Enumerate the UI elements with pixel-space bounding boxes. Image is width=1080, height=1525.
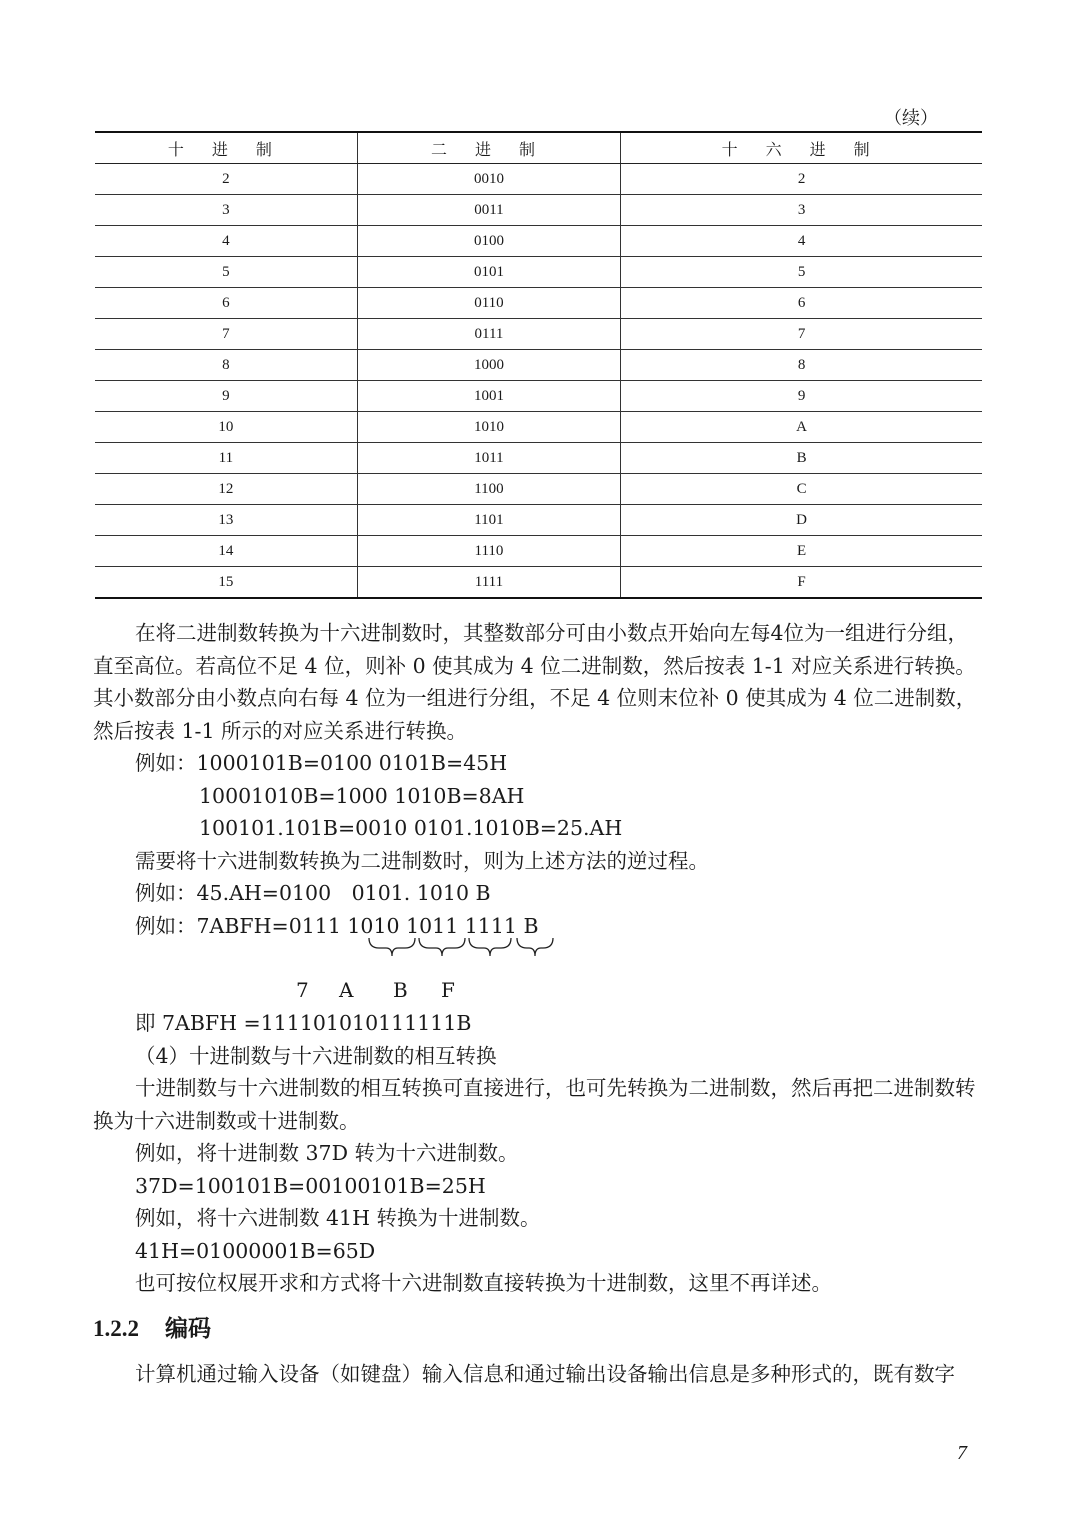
table-row — [95, 567, 982, 599]
table-row — [95, 381, 982, 412]
table-header-row — [95, 132, 982, 164]
cell-decimal: 10 — [95, 412, 357, 443]
table-row — [95, 164, 982, 195]
cell-hex: 7 — [621, 319, 982, 350]
example-line: 10001010B=1000 1010B=8AH — [199, 783, 525, 808]
example-line: 例如：1000101B=0100 0101B=45H — [135, 751, 508, 775]
cell-hex: D — [621, 505, 982, 536]
cell-hex: 6 — [621, 288, 982, 319]
section-heading — [93, 1310, 211, 1343]
cell-hex: E — [621, 536, 982, 567]
example-line: 37D=100101B=00100101B=25H — [135, 1173, 486, 1198]
example-line: 例如，将十六进制数 41H 转换为十进制数。 — [135, 1206, 541, 1230]
cell-hex: 8 — [621, 350, 982, 381]
brace-icon — [293, 932, 593, 962]
table-row — [95, 505, 982, 536]
cell-decimal: 11 — [95, 443, 357, 474]
header-binary: 二 进 制 — [357, 132, 620, 164]
table-row — [95, 257, 982, 288]
cell-hex: 4 — [621, 226, 982, 257]
section-title: 编码 — [165, 1316, 211, 1341]
paragraph-weight-expansion: 也可按位权展开求和方式将十六进制数直接转换为十进制数，这里不再详述。 — [135, 1271, 832, 1295]
cell-decimal: 6 — [95, 288, 357, 319]
table-row — [95, 319, 982, 350]
cell-decimal: 8 — [95, 350, 357, 381]
body-text — [93, 617, 988, 1300]
cell-hex: F — [621, 567, 982, 599]
page-number: 7 — [957, 1442, 967, 1464]
cell-decimal: 13 — [95, 505, 357, 536]
paragraph-encoding: 计算机通过输入设备（如键盘）输入信息和通过输出设备输出信息是多种形式的，既有数字 — [135, 1362, 955, 1386]
result-line: 即 7ABFH =111101010111111B — [135, 1011, 472, 1035]
cell-binary: 1001 — [357, 381, 620, 412]
cell-decimal: 14 — [95, 536, 357, 567]
cell-binary: 1011 — [357, 443, 620, 474]
cell-binary: 1110 — [357, 536, 620, 567]
cell-binary: 0101 — [357, 257, 620, 288]
brace-label: 7 — [296, 978, 309, 1002]
continued-label: （续） — [884, 108, 938, 129]
cell-hex: B — [621, 443, 982, 474]
table-row — [95, 350, 982, 381]
paragraph-dec-hex: 十进制数与十六进制数的相互转换可直接进行，也可先转换为二进制数，然后再把二进制数转换为十六进制数或十进制数。 — [93, 1076, 976, 1133]
cell-hex: 5 — [621, 257, 982, 288]
header-hex: 十 六 进 制 — [621, 132, 982, 164]
example-line: 例如，将十进制数 37D 转为十六进制数。 — [135, 1141, 519, 1165]
cell-decimal: 9 — [95, 381, 357, 412]
cell-hex: C — [621, 474, 982, 505]
brace-label: A — [339, 978, 354, 1002]
table-row — [95, 474, 982, 505]
example-line: 100101.101B=0010 0101.1010B=25.AH — [199, 816, 623, 840]
header-decimal: 十 进 制 — [95, 132, 357, 164]
example-line: 41H=01000001B=65D — [135, 1238, 376, 1263]
cell-decimal: 7 — [95, 319, 357, 350]
cell-binary: 0011 — [357, 195, 620, 226]
cell-binary: 1100 — [357, 474, 620, 505]
cell-decimal: 4 — [95, 226, 357, 257]
cell-binary: 0010 — [357, 164, 620, 195]
cell-decimal: 5 — [95, 257, 357, 288]
section-number: 1.2.2 — [93, 1316, 139, 1341]
cell-decimal: 2 — [95, 164, 357, 195]
cell-hex: 3 — [621, 195, 982, 226]
cell-decimal: 15 — [95, 567, 357, 599]
cell-decimal: 12 — [95, 474, 357, 505]
cell-decimal: 3 — [95, 195, 357, 226]
brace-label: B — [393, 978, 408, 1002]
brace-label: F — [441, 978, 455, 1002]
cell-binary: 1111 — [357, 567, 620, 599]
subsection-title: （4）十进制数与十六进制数的相互转换 — [135, 1043, 497, 1068]
cell-binary: 0100 — [357, 226, 620, 257]
paragraph-binary-to-hex: 在将二进制数转换为十六进制数时，其整数部分可由小数点开始向左每4位为一组进行分组，直至高位。若高位不足 4 位，则补 0 使其成为 4 位二进制数，然后按表 1-1 对应关系进行转换。其小数部分由小数点向右每 4 位为一组进行分组，不足 4 位则末位补 0 使其成为 4 位二进制数，然后按表 1-1 所示的对应关系进行转换。 — [93, 621, 977, 743]
table-row — [95, 536, 982, 567]
table-row — [95, 443, 982, 474]
table-row — [95, 288, 982, 319]
conversion-table — [95, 131, 982, 599]
example-line: 例如：45.AH=0100 0101. 1010 B — [135, 881, 491, 905]
brace-annotation — [93, 942, 988, 1007]
cell-binary: 0110 — [357, 288, 620, 319]
cell-binary: 1101 — [357, 505, 620, 536]
cell-binary: 0111 — [357, 319, 620, 350]
example-line: 例如：7ABFH=0111 1010 1011 1111 B — [135, 913, 539, 938]
cell-hex: A — [621, 412, 982, 443]
cell-hex: 2 — [621, 164, 982, 195]
table-row — [95, 226, 982, 257]
paragraph-hex-to-binary: 需要将十六进制数转换为二进制数时，则为上述方法的逆过程。 — [135, 848, 709, 873]
table-row — [95, 195, 982, 226]
cell-binary: 1000 — [357, 350, 620, 381]
cell-binary: 1010 — [357, 412, 620, 443]
table-row — [95, 412, 982, 443]
cell-hex: 9 — [621, 381, 982, 412]
